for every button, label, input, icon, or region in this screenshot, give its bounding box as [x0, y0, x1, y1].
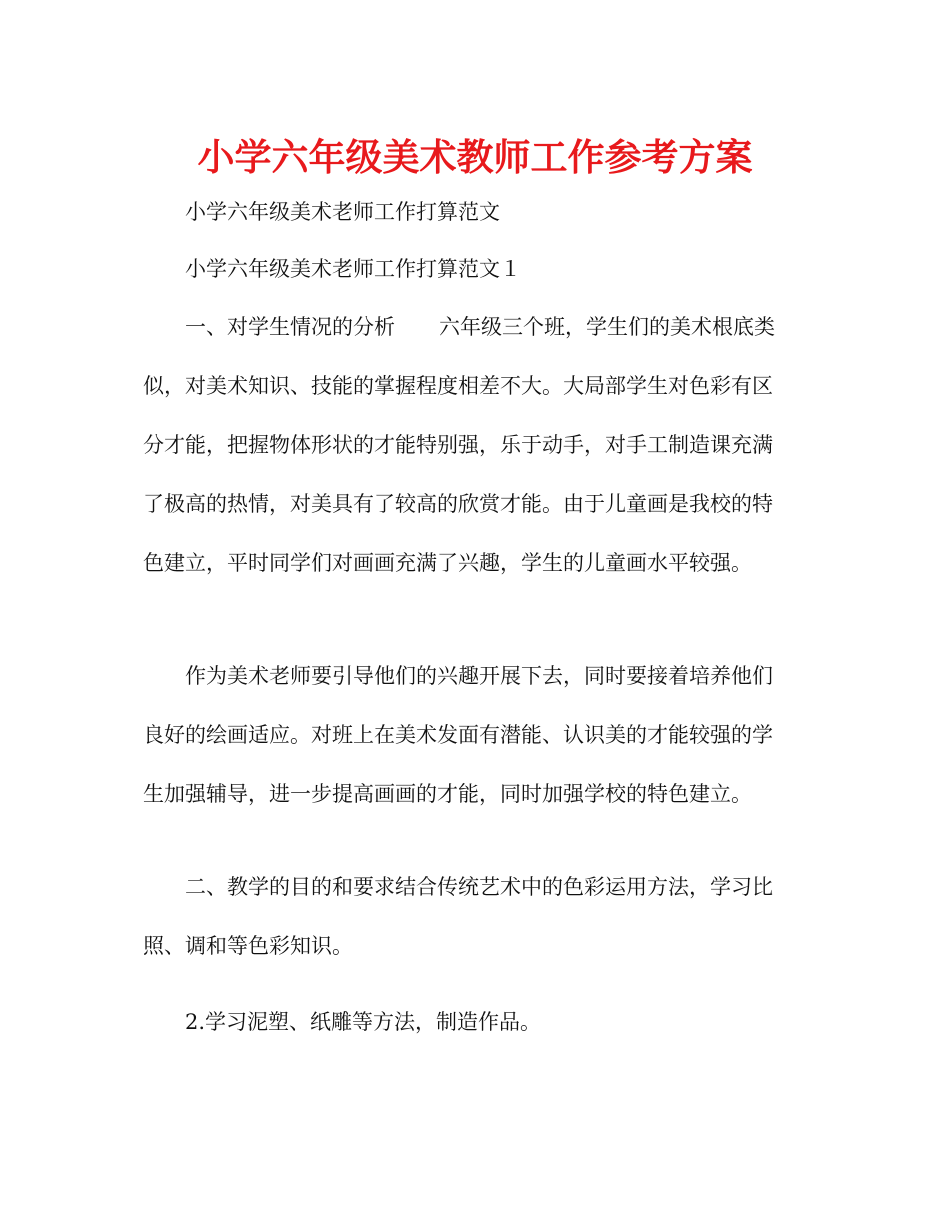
paragraph-2-line-3: 生加强辅导，进一步提高画画的才能，同时加强学校的特色建立。	[143, 782, 752, 806]
section-1-line-1	[143, 298, 809, 357]
subtitle-numbered: 小学六年级美术老师工作打算范文１	[185, 257, 521, 281]
section-1-line-4: 了极高的热情，对美具有了较高的欣赏才能。由于儿童画是我校的特	[143, 492, 773, 516]
section-2-line-2: 照、调和等色彩知识。	[143, 934, 353, 958]
paragraph-2	[143, 647, 809, 824]
section-1-line-5: 色建立，平时同学们对画画充满了兴趣，学生的儿童画水平较强。	[143, 551, 752, 575]
subtitle: 小学六年级美术老师工作打算范文	[185, 200, 500, 224]
list-item-2: 2.学习泥塑、纸雕等方法，制造作品。	[185, 1010, 542, 1034]
section-1-line-2: 似，对美术知识、技能的掌握程度相差不大。大局部学生对色彩有区	[143, 374, 773, 398]
paragraph-2-line-2: 良好的绘画适应。对班上在美术发面有潜能、认识美的才能较强的学	[143, 723, 773, 747]
section-2-line-1: 二、教学的目的和要求结合传统艺术中的色彩运用方法，学习比	[185, 875, 773, 899]
document-title: 小学六年级美术教师工作参考方案	[197, 136, 753, 179]
section-1-paragraph	[143, 298, 809, 593]
section-1-text-1: 六年级三个班，学生们的美术根底类	[439, 315, 775, 339]
section-1-line-3: 分才能，把握物体形状的才能特别强，乐于动手，对手工制造课充满	[143, 433, 773, 457]
paragraph-2-line-1: 作为美术老师要引导他们的兴趣开展下去，同时要接着培养他们	[185, 664, 773, 688]
section-1-heading: 一、对学生情况的分析	[185, 315, 395, 339]
section-2-paragraph	[143, 858, 809, 976]
